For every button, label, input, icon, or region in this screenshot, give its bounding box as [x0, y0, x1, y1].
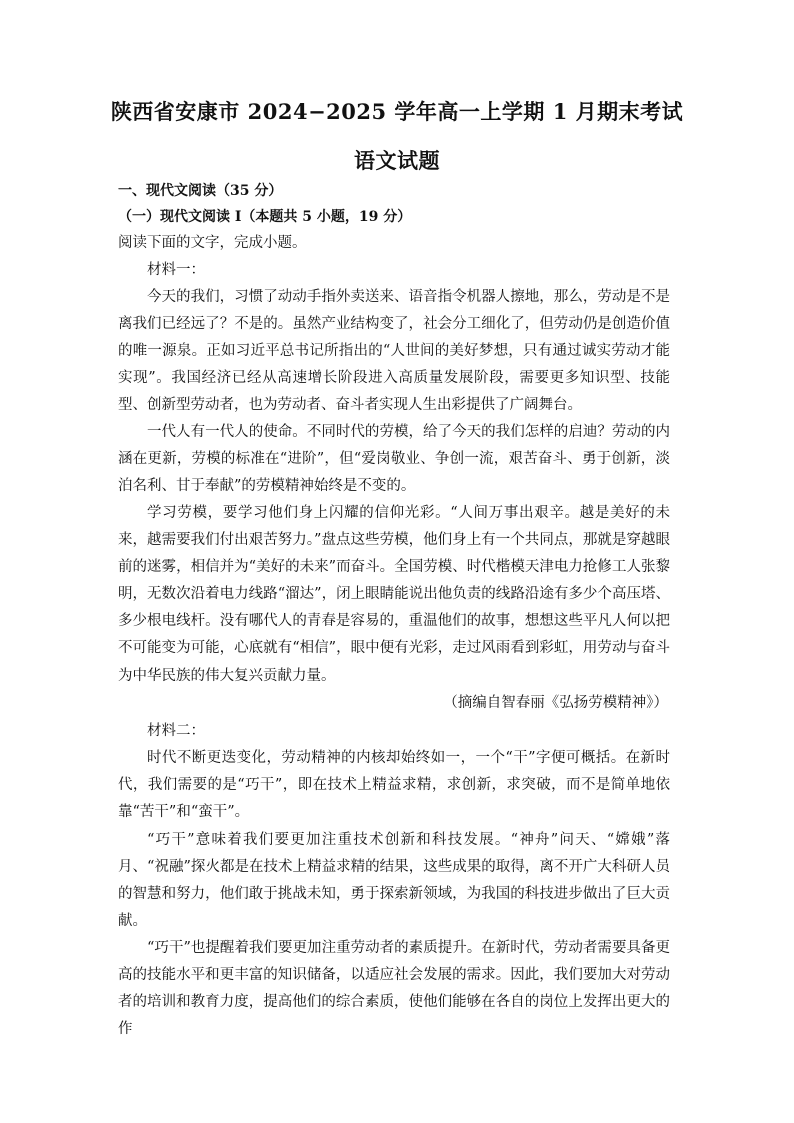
page-title: 陕西省安康市 2024−2025 学年高一上学期 1 月期末考试 — [110, 99, 684, 124]
material2-paragraph-2: “巧干”意味着我们要更加注重技术创新和科技发展。“神舟”问天、“嫦娥”落月、“祝融”探火都是在技术上精益求精的结果，这些成果的取得，离不开广大科研人员的智慧和努力，他们敢于挑战未知，勇于探索新领域，为我国的科技进步做出了巨大贡献。 — [118, 832, 670, 930]
material2-label: 材料二： — [147, 723, 205, 739]
material2-paragraph-1: 时代不断更迭变化，劳动精神的内核却始终如一，一个“干”字便可概括。在新时代，我们需要的是“巧干”，即在技术上精益求精，求创新，求突破，而不是简单地依靠“苦干”和“蛮干”。 — [118, 750, 670, 821]
material2-paragraph-3: “巧干”也提醒着我们要更加注重劳动者的素质提升。在新时代，劳动者需要具备更高的技能水平和更丰富的知识储备，以适应社会发展的需求。因此，我们要加大对劳动者的培训和教育力度，提高他们的综合素质，使他们能够在各自的岗位上发挥出更大的作 — [118, 940, 670, 1038]
instruction-text: 阅读下面的文字，完成小题。 — [118, 235, 307, 251]
section-heading-2: （一）现代文阅读 I（本题共 5 小题，19 分） — [118, 209, 412, 225]
material1-citation: （摘编自智春丽《弘扬劳模精神》） — [443, 695, 668, 711]
material1-paragraph-3: 学习劳模，要学习他们身上闪耀的信仰光彩。“人间万事出艰辛。越是美好的未来，越需要我们付出艰苦努力。”盘点这些劳模，他们身上有一个共同点，那就是穿越眼前的迷雾，相信并为“美好的未来”而奋斗。全国劳模、时代楷模天津电力抢修工人张黎明，无数次沿着电力线路“溜达”，闭上眼睛能说出他负责的线路沿途有多少个高压塔、多少根电线杆。没有哪代人的青春是容易的，重温他们的故事，想想这些平凡人何以把不可能变为可能，心底就有“相信”，眼中便有光彩，走过风雨看到彩虹，用劳动与奋斗为中华民族的伟大复兴贡献力量。 — [118, 505, 670, 684]
section-heading-1: 一、现代文阅读（35 分） — [118, 183, 283, 199]
page-subtitle: 语文试题 — [354, 148, 440, 173]
material1-paragraph-2: 一代人有一代人的使命。不同时代的劳模，给了今天的我们怎样的启迪？劳动的内涵在更新，劳模的标准在“进阶”，但“爱岗敬业、争创一流，艰苦奋斗、勇于创新，淡泊名利、甘于奉献”的劳模精神始终是不变的。 — [118, 424, 670, 495]
material1-label: 材料一： — [147, 262, 205, 278]
material1-paragraph-1: 今天的我们，习惯了动动手指外卖送来、语音指令机器人擦地，那么，劳动是不是离我们已经远了？不是的。虽然产业结构变了，社会分工细化了，但劳动仍是创造价值的唯一源泉。正如习近平总书记所指出的“人世间的美好梦想，只有通过诚实劳动才能实现”。我国经济已经从高速增长阶段进入高质量发展阶段，需要更多知识型、技能型、创新型劳动者，也为劳动者、奋斗者实现人生出彩提供了广阔舞台。 — [118, 289, 670, 414]
